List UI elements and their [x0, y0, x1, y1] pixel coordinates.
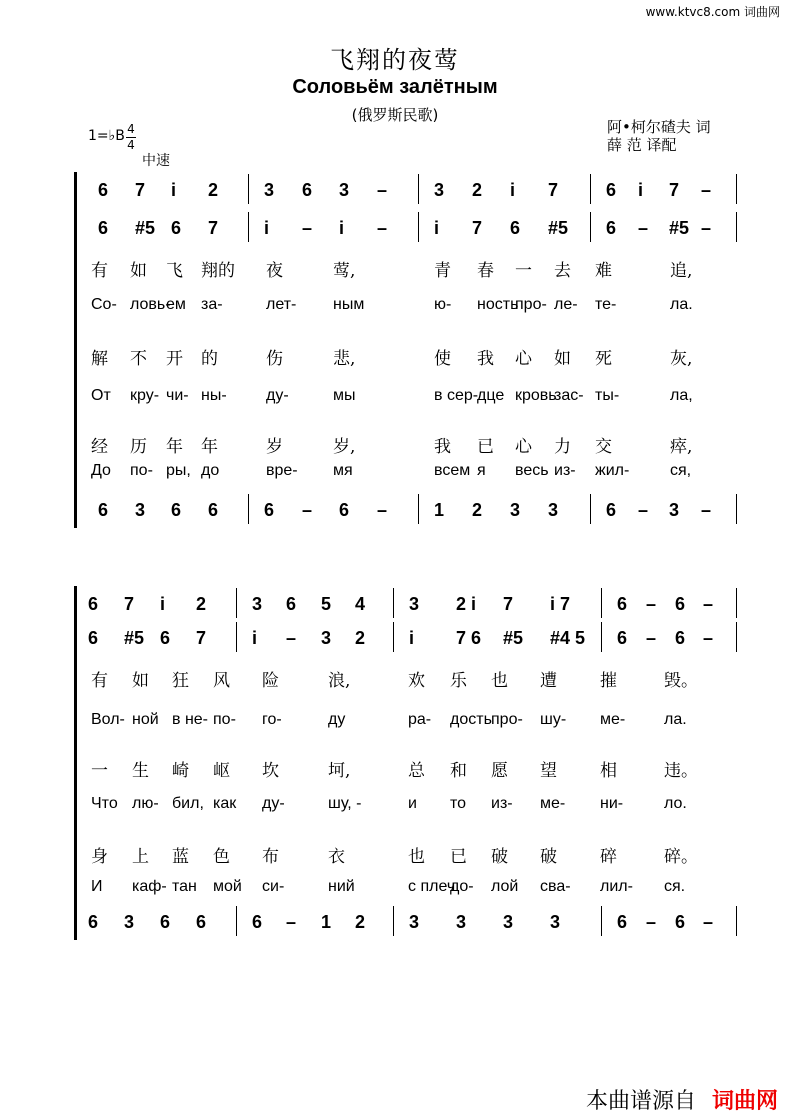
- footer-brand: 词曲网: [711, 1089, 778, 1114]
- lyric-word: 乐: [450, 671, 467, 691]
- lyric-word: ем: [166, 296, 186, 313]
- lyric-word: мы: [333, 387, 356, 404]
- lyric-word: 瘁,: [670, 437, 693, 457]
- lyric-word: с плеч: [408, 878, 456, 895]
- lyric-word: ным: [333, 296, 365, 313]
- lyric-word: 愿: [491, 761, 508, 781]
- lyric-word: 有: [91, 261, 108, 281]
- lyric-word: чи-: [166, 387, 189, 404]
- lyric-word: 灰,: [670, 349, 693, 369]
- lyric-word: 坎: [262, 761, 279, 781]
- jianpu-note: 6: [606, 218, 617, 238]
- jianpu-note: 6: [510, 218, 521, 238]
- jianpu-note: 5: [321, 594, 332, 614]
- jianpu-note: 3: [339, 180, 350, 200]
- jianpu-note: 6: [98, 218, 109, 238]
- lyric-word: 也: [491, 671, 508, 691]
- jianpu-note: –: [646, 912, 657, 932]
- lyric-word: до: [201, 462, 220, 479]
- jianpu-note: 6: [171, 218, 182, 238]
- lyric-word: 夜: [266, 261, 283, 281]
- key-signature: 1=♭B: [88, 128, 125, 144]
- jianpu-note: i 7: [550, 594, 571, 614]
- jianpu-note: 6: [617, 912, 628, 932]
- lyric-word: 碎: [600, 847, 617, 867]
- barline: [590, 494, 591, 524]
- jianpu-note: 3: [456, 912, 467, 932]
- jianpu-note: –: [646, 628, 657, 648]
- lyric-word: 如: [132, 671, 149, 691]
- jianpu-note: i: [510, 180, 516, 200]
- lyric-word: 色: [213, 847, 230, 867]
- lyric-word: ра-: [408, 711, 432, 728]
- jianpu-note: #4 5: [550, 628, 586, 648]
- jianpu-note: –: [377, 180, 388, 200]
- jianpu-note: 6: [675, 912, 686, 932]
- lyric-word: ду: [328, 711, 346, 728]
- barline: [393, 622, 394, 652]
- lyric-word: 追,: [670, 261, 693, 281]
- lyric-word: 岖: [213, 761, 230, 781]
- lyric-word: вре-: [266, 462, 298, 479]
- jianpu-note: –: [302, 218, 313, 238]
- lyricist-credit: 阿•柯尔碴夫 词: [607, 118, 711, 136]
- jianpu-note: 6: [606, 500, 617, 520]
- jianpu-note: 3: [434, 180, 445, 200]
- lyric-word: ний: [328, 878, 355, 895]
- jianpu-note: –: [377, 218, 388, 238]
- jianpu-note: 2: [472, 500, 483, 520]
- lyric-word: 去: [554, 261, 571, 281]
- lyric-word: мой: [213, 878, 242, 895]
- lyric-word: Вол-: [91, 711, 125, 728]
- lyric-word: ю-: [434, 296, 452, 313]
- lyric-word: про-: [491, 711, 523, 728]
- jianpu-note: 2: [355, 628, 366, 648]
- jianpu-note: –: [646, 594, 657, 614]
- jianpu-note: i: [409, 628, 415, 648]
- jianpu-note: 7: [472, 218, 483, 238]
- lyric-word: 一: [91, 761, 108, 781]
- jianpu-note: 7 6: [456, 628, 482, 648]
- lyric-word: Что: [91, 795, 118, 812]
- jianpu-note: 2 i: [456, 594, 477, 614]
- jianpu-note: 6: [264, 500, 275, 520]
- lyric-word: 我: [434, 437, 451, 457]
- jianpu-note: 3: [124, 912, 135, 932]
- lyric-word: мя: [333, 462, 353, 479]
- jianpu-note: #5: [548, 218, 569, 238]
- jianpu-note: 7: [208, 218, 219, 238]
- lyric-word: До: [91, 462, 111, 479]
- lyric-word: ла,: [670, 387, 693, 404]
- lyric-word: 春: [477, 261, 494, 281]
- lyric-word: тан: [172, 878, 197, 895]
- lyric-word: 衣: [328, 847, 345, 867]
- lyric-word: 毁。: [664, 671, 698, 691]
- lyric-word: 飞: [166, 261, 183, 281]
- lyric-word: 心: [515, 437, 532, 457]
- lyric-word: 的: [201, 349, 218, 369]
- jianpu-note: 7: [135, 180, 146, 200]
- lyric-word: От: [91, 387, 111, 404]
- lyric-word: 悲,: [333, 349, 356, 369]
- lyric-word: каф-: [132, 878, 167, 895]
- lyric-word: Со-: [91, 296, 117, 313]
- lyric-word: ся.: [664, 878, 686, 895]
- jianpu-note: i: [171, 180, 177, 200]
- jianpu-note: 3: [252, 594, 263, 614]
- jianpu-note: 6: [98, 500, 109, 520]
- jianpu-note: 2: [355, 912, 366, 932]
- lyric-word: по-: [130, 462, 153, 479]
- lyric-word: 交: [595, 437, 612, 457]
- jianpu-note: –: [377, 500, 388, 520]
- lyric-word: 已: [477, 437, 494, 457]
- lyric-word: за-: [201, 296, 223, 313]
- lyric-word: 蓝: [172, 847, 189, 867]
- lyric-word: весь: [515, 462, 549, 479]
- lyric-word: ле-: [554, 296, 578, 313]
- system-bracket: [74, 172, 77, 528]
- barline: [736, 906, 737, 936]
- jianpu-note: 6: [617, 628, 628, 648]
- lyric-word: до-: [450, 878, 474, 895]
- jianpu-note: 6: [160, 628, 171, 648]
- lyric-word: го-: [262, 711, 282, 728]
- lyric-word: дость: [450, 711, 492, 728]
- lyric-word: шу-: [540, 711, 567, 728]
- jianpu-note: i: [638, 180, 644, 200]
- barline: [236, 906, 237, 936]
- lyric-word: те-: [595, 296, 617, 313]
- lyric-word: из-: [491, 795, 513, 812]
- lyric-word: 有: [91, 671, 108, 691]
- jianpu-note: –: [703, 594, 714, 614]
- jianpu-note: 6: [675, 628, 686, 648]
- lyric-word: 狂: [172, 671, 189, 691]
- jianpu-note: 3: [409, 594, 420, 614]
- lyric-word: 总: [408, 761, 425, 781]
- jianpu-note: 6: [252, 912, 263, 932]
- jianpu-note: i: [264, 218, 270, 238]
- barline: [418, 212, 419, 242]
- lyric-word: 碎。: [664, 847, 698, 867]
- jianpu-note: –: [638, 218, 649, 238]
- jianpu-note: i: [434, 218, 440, 238]
- jianpu-note: 6: [302, 180, 313, 200]
- barline: [590, 174, 591, 204]
- lyric-word: ры,: [166, 462, 191, 479]
- jianpu-note: 2: [208, 180, 219, 200]
- lyric-word: лю-: [132, 795, 159, 812]
- lyric-word: ме-: [600, 711, 626, 728]
- barline: [601, 622, 602, 652]
- lyric-word: 上: [132, 847, 149, 867]
- lyric-word: 险: [262, 671, 279, 691]
- lyric-word: дце: [477, 387, 505, 404]
- lyric-word: 布: [262, 847, 279, 867]
- lyric-word: лой: [491, 878, 519, 895]
- jianpu-note: 3: [135, 500, 146, 520]
- lyric-word: 生: [132, 761, 149, 781]
- jianpu-note: 6: [171, 500, 182, 520]
- lyric-word: ла.: [670, 296, 693, 313]
- jianpu-note: –: [286, 628, 297, 648]
- lyric-word: ной: [132, 711, 159, 728]
- lyric-word: 摧: [600, 671, 617, 691]
- lyric-word: 经: [91, 437, 108, 457]
- lyric-word: 浪,: [328, 671, 351, 691]
- jianpu-note: i: [252, 628, 258, 648]
- lyric-word: ся,: [670, 462, 692, 479]
- jianpu-note: –: [701, 180, 712, 200]
- lyric-word: 心: [515, 349, 532, 369]
- lyric-word: 如: [554, 349, 571, 369]
- lyric-word: 望: [540, 761, 557, 781]
- lyric-word: 青: [434, 261, 451, 281]
- lyric-word: 伤: [266, 349, 283, 369]
- lyric-word: 年: [201, 437, 218, 457]
- time-signature-bottom: 4: [127, 138, 135, 152]
- jianpu-note: #5: [124, 628, 145, 648]
- jianpu-note: 3: [550, 912, 561, 932]
- lyric-word: я: [477, 462, 486, 479]
- barline: [393, 588, 394, 618]
- lyric-word: ла.: [664, 711, 687, 728]
- jianpu-note: 3: [548, 500, 559, 520]
- lyric-word: по-: [213, 711, 236, 728]
- jianpu-note: 6: [675, 594, 686, 614]
- lyric-word: 破: [491, 847, 508, 867]
- lyric-word: в не-: [172, 711, 209, 728]
- lyric-word: 违。: [664, 761, 698, 781]
- song-title-russian: Соловьём залётным: [292, 76, 498, 98]
- song-subtitle: (俄罗斯民歌): [351, 106, 439, 124]
- barline: [736, 494, 737, 524]
- lyric-word: 身: [91, 847, 108, 867]
- lyric-word: 崎: [172, 761, 189, 781]
- lyric-word: зас-: [554, 387, 584, 404]
- lyric-word: ны-: [201, 387, 227, 404]
- lyric-word: ло.: [664, 795, 687, 812]
- lyric-word: жил-: [595, 462, 630, 479]
- jianpu-note: 2: [472, 180, 483, 200]
- barline: [236, 622, 237, 652]
- lyric-word: лет-: [266, 296, 297, 313]
- barline: [418, 174, 419, 204]
- jianpu-note: i: [160, 594, 166, 614]
- jianpu-note: 6: [196, 912, 207, 932]
- lyric-word: И: [91, 878, 103, 895]
- lyric-word: 破: [540, 847, 557, 867]
- jianpu-note: 3: [264, 180, 275, 200]
- lyric-word: из-: [554, 462, 576, 479]
- lyric-word: 岁: [266, 437, 283, 457]
- jianpu-note: 4: [355, 594, 366, 614]
- barline: [418, 494, 419, 524]
- lyric-word: 风: [213, 671, 230, 691]
- lyric-word: 不: [130, 349, 147, 369]
- lyric-word: 我: [477, 349, 494, 369]
- lyric-word: 死: [595, 349, 612, 369]
- jianpu-note: 6: [339, 500, 350, 520]
- lyric-word: шу, -: [328, 795, 362, 812]
- jianpu-note: 3: [321, 628, 332, 648]
- barline: [736, 588, 737, 618]
- lyric-word: ду-: [266, 387, 289, 404]
- lyric-word: бил,: [172, 795, 204, 812]
- lyric-word: 也: [408, 847, 425, 867]
- barline: [393, 906, 394, 936]
- lyric-word: сва-: [540, 878, 571, 895]
- lyric-word: 翔的: [201, 261, 235, 281]
- lyric-word: про-: [515, 296, 547, 313]
- lyric-word: всем: [434, 462, 471, 479]
- jianpu-note: –: [302, 500, 313, 520]
- jianpu-note: #5: [669, 218, 690, 238]
- jianpu-note: 3: [669, 500, 680, 520]
- lyric-word: 力: [554, 437, 571, 457]
- barline: [590, 212, 591, 242]
- barline: [236, 588, 237, 618]
- jianpu-note: 7: [196, 628, 207, 648]
- jianpu-note: 6: [286, 594, 297, 614]
- jianpu-note: #5: [135, 218, 156, 238]
- lyric-word: в сер-: [434, 387, 479, 404]
- lyric-word: и: [408, 795, 417, 812]
- jianpu-note: 2: [196, 594, 207, 614]
- lyric-word: ность: [477, 296, 519, 313]
- time-signature-top: 4: [127, 122, 135, 136]
- lyric-word: 一: [515, 261, 532, 281]
- lyric-word: то: [450, 795, 467, 812]
- lyric-word: ловь-: [130, 296, 171, 313]
- system-bracket: [74, 586, 77, 940]
- jianpu-note: 6: [88, 594, 99, 614]
- lyric-word: как: [213, 795, 237, 812]
- lyric-word: 历: [130, 437, 147, 457]
- barline: [736, 174, 737, 204]
- barline: [736, 622, 737, 652]
- lyric-word: 开: [166, 349, 183, 369]
- lyric-word: ты-: [595, 387, 620, 404]
- lyric-word: 解: [91, 349, 108, 369]
- time-signature: [126, 122, 136, 153]
- lyric-word: 年: [166, 437, 183, 457]
- jianpu-note: 6: [617, 594, 628, 614]
- footer-source-text: 本曲谱源自: [585, 1089, 696, 1114]
- lyric-word: 使: [434, 349, 451, 369]
- barline: [601, 906, 602, 936]
- jianpu-note: 6: [208, 500, 219, 520]
- lyric-word: 欢: [408, 671, 425, 691]
- jianpu-note: 6: [160, 912, 171, 932]
- translator-credit: 薛 范 译配: [607, 136, 677, 154]
- jianpu-note: i: [339, 218, 345, 238]
- lyric-word: кровь: [515, 387, 557, 404]
- lyric-word: си-: [262, 878, 285, 895]
- lyric-word: лил-: [600, 878, 633, 895]
- barline: [601, 588, 602, 618]
- jianpu-note: 7: [124, 594, 135, 614]
- jianpu-note: 7: [669, 180, 680, 200]
- jianpu-note: –: [703, 912, 714, 932]
- lyric-word: 难: [595, 261, 612, 281]
- lyric-word: 遭: [540, 671, 557, 691]
- barline: [736, 212, 737, 242]
- lyric-word: 莺,: [333, 261, 356, 281]
- jianpu-note: 3: [409, 912, 420, 932]
- lyric-word: 如: [130, 261, 147, 281]
- jianpu-note: 3: [503, 912, 514, 932]
- jianpu-note: 6: [88, 912, 99, 932]
- lyric-word: ме-: [540, 795, 566, 812]
- song-title-chinese: 飞翔的夜莺: [330, 46, 460, 74]
- footer-source: [586, 1084, 778, 1115]
- jianpu-note: –: [286, 912, 297, 932]
- jianpu-note: #5: [503, 628, 524, 648]
- jianpu-note: 7: [548, 180, 559, 200]
- lyric-word: ни-: [600, 795, 624, 812]
- jianpu-note: 6: [98, 180, 109, 200]
- barline: [248, 212, 249, 242]
- jianpu-note: 1: [321, 912, 332, 932]
- barline: [248, 494, 249, 524]
- lyric-word: 相: [600, 761, 617, 781]
- barline: [248, 174, 249, 204]
- lyric-word: 坷,: [328, 761, 351, 781]
- jianpu-note: –: [701, 218, 712, 238]
- tempo-marking: 中速: [142, 153, 170, 169]
- jianpu-note: 6: [88, 628, 99, 648]
- lyric-word: 和: [450, 761, 467, 781]
- jianpu-note: –: [701, 500, 712, 520]
- jianpu-note: 7: [503, 594, 514, 614]
- jianpu-note: 6: [606, 180, 617, 200]
- jianpu-note: 3: [510, 500, 521, 520]
- lyric-word: кру-: [130, 387, 160, 404]
- jianpu-note: –: [703, 628, 714, 648]
- lyric-word: 已: [450, 847, 467, 867]
- jianpu-note: 1: [434, 500, 445, 520]
- jianpu-note: –: [638, 500, 649, 520]
- site-url: www.ktvc8.com 词曲网: [645, 5, 780, 19]
- lyric-word: ду-: [262, 795, 285, 812]
- lyric-word: 岁,: [333, 437, 356, 457]
